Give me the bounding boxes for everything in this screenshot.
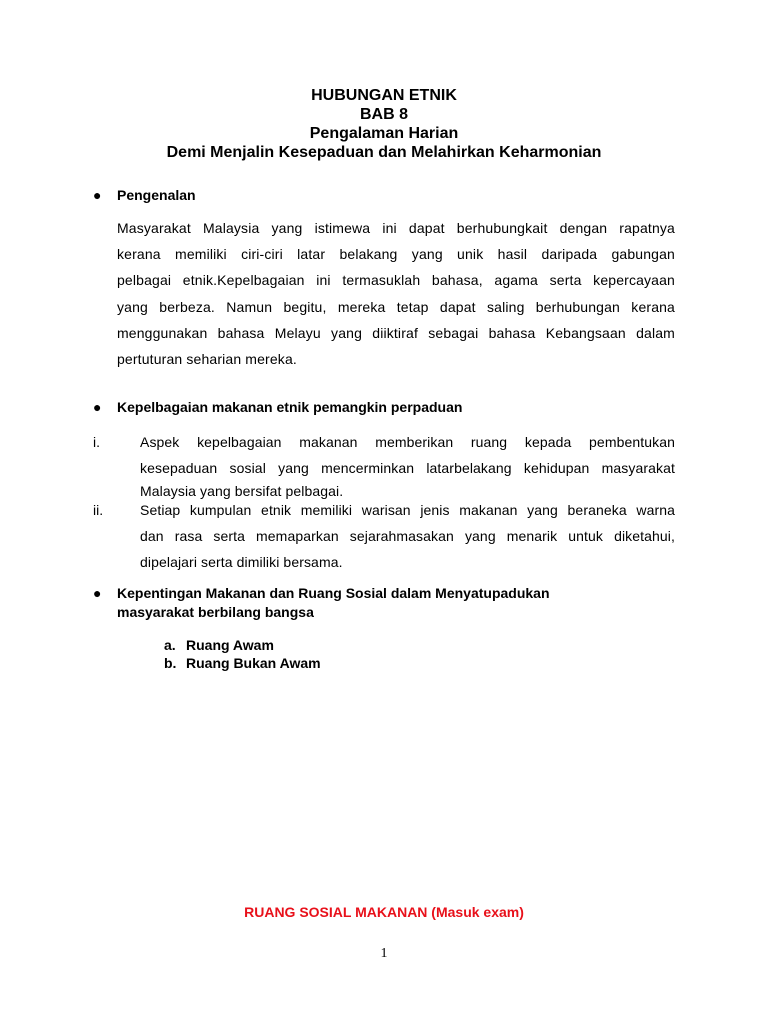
list-item-line: kesepaduan sosial yang mencerminkan latarbelakang kehidupan masyarakat [140, 460, 675, 476]
sub-item-text: Ruang Bukan Awam [186, 655, 321, 671]
paragraph-line: pertuturan seharian mereka. [117, 351, 297, 368]
sub-item-letter: b. [164, 655, 177, 671]
title-line-2: BAB 8 [359, 106, 408, 123]
section-heading-text: Pengenalan [117, 187, 196, 203]
sub-item-letter: a. [164, 637, 176, 653]
sub-list [164, 636, 321, 672]
bullet-icon: ● [93, 585, 102, 601]
bullet-icon: ● [93, 399, 102, 415]
list-item-i [140, 429, 675, 501]
list-number: ii. [93, 502, 104, 518]
section-heading-text: Kepelbagaian makanan etnik pemangkin perpaduan [117, 399, 463, 415]
intro-paragraph [117, 215, 675, 372]
section-heading-text: Kepentingan Makanan dan Ruang Sosial dalam Menyatupadukan [117, 585, 550, 601]
ruang-sosial-heading: RUANG SOSIAL MAKANAN (Masuk exam) [244, 904, 524, 920]
paragraph-line: menggunakan bahasa Melayu yang diiktiraf sebagai bahasa Kebangsaan dalam [117, 324, 675, 341]
list-item-line: Malaysia yang bersifat pelbagai. [140, 483, 344, 499]
title-line-1: HUBUNGAN ETNIK [311, 87, 457, 104]
sub-item-ruang-bukan-awam [164, 654, 321, 672]
list-item-line: Setiap kumpulan etnik memiliki warisan jenis makanan yang beraneka warna [140, 502, 675, 518]
sub-item-ruang-awam [164, 636, 321, 654]
paragraph-line: pelbagai etnik.Kepelbagaian ini termasuklah bahasa, agama serta kepercayaan [117, 272, 675, 289]
list-item-line: Aspek kepelbagaian makanan memberikan ruang kepada pembentukan [140, 434, 675, 450]
paragraph-line: kerana memiliki ciri-ciri latar belakang yang unik hasil daripada gabungan [117, 246, 675, 263]
title-line-3: Pengalaman Harian [309, 125, 459, 142]
title-line-4: Demi Menjalin Kesepaduan dan Melahirkan Keharmonian [166, 144, 602, 161]
paragraph-line: Masyarakat Malaysia yang istimewa ini dapat berhubungkait dengan rapatnya [117, 220, 675, 236]
section-heading-text: masyarakat berbilang bangsa [117, 604, 314, 620]
list-item-line: dan rasa serta memaparkan sejarahmasakan yang menarik untuk diketahui, [140, 528, 675, 544]
list-item-line: dipelajari serta dimiliki bersama. [140, 554, 343, 570]
sub-item-text: Ruang Awam [186, 637, 274, 653]
bullet-icon: ● [93, 187, 102, 203]
paragraph-line: yang berbeza. Namun begitu, mereka tetap dapat saling berhubungan kerana [117, 298, 675, 315]
document-title [0, 86, 768, 162]
list-item-ii [140, 497, 675, 575]
list-number: i. [93, 434, 100, 450]
page-number: 1 [380, 946, 388, 961]
